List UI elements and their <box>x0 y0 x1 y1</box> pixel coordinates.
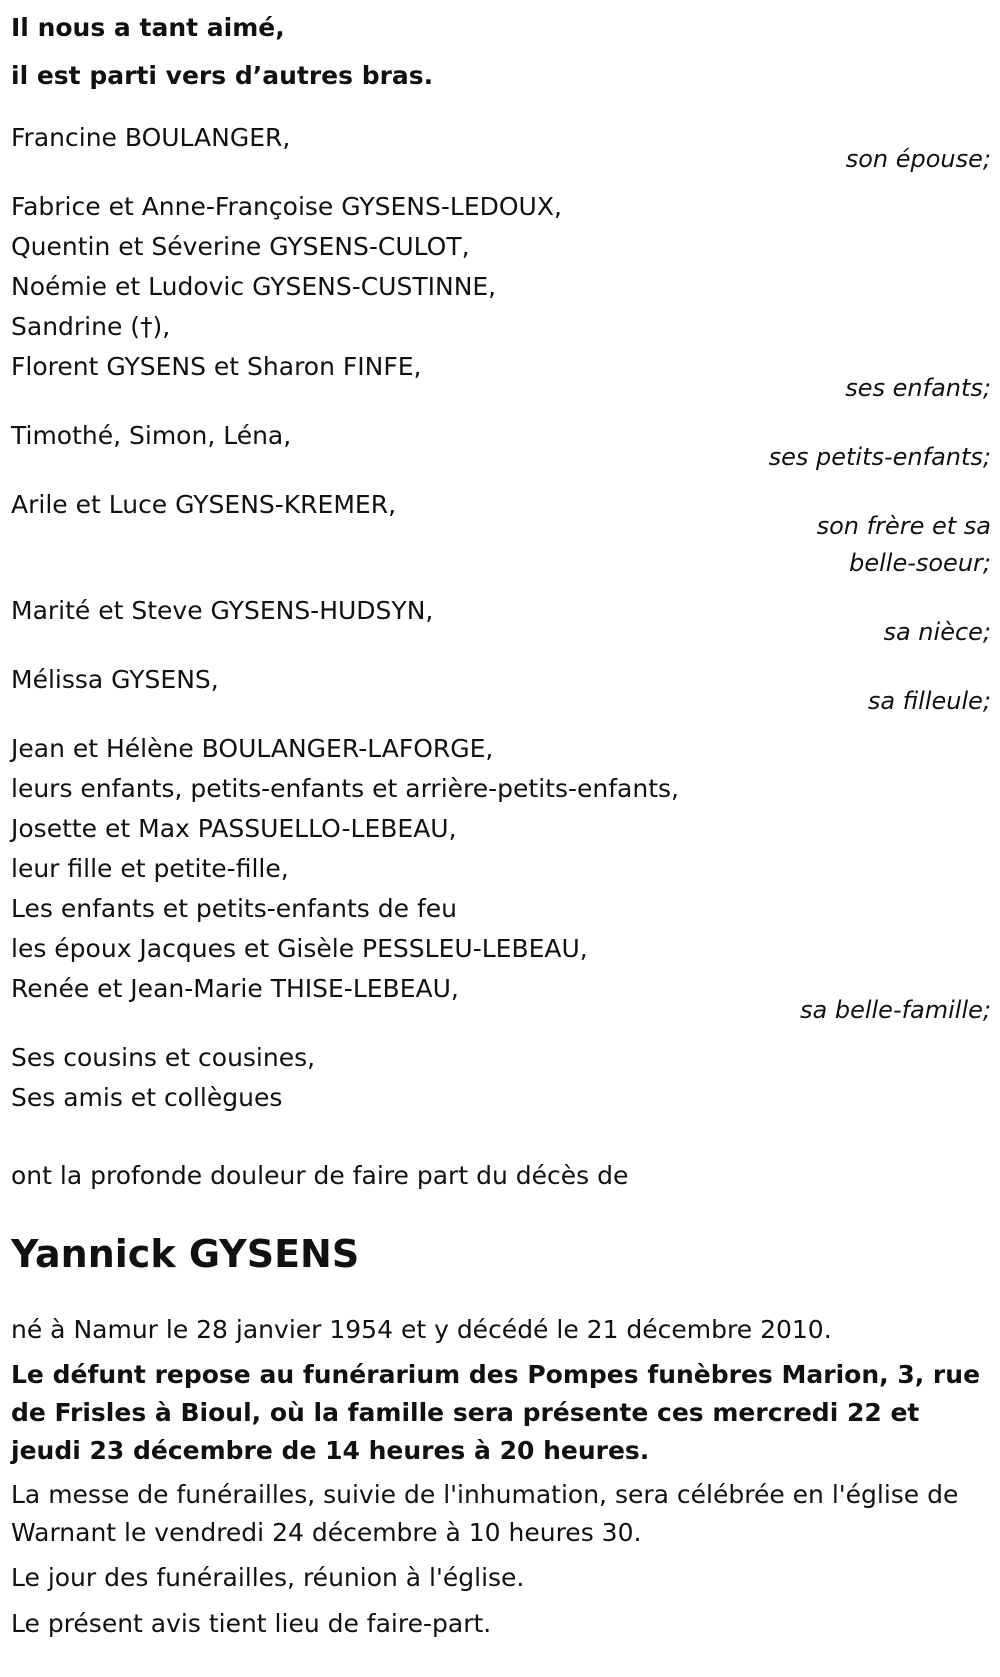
family-name-line: leurs enfants, petits-enfants et arrière-petits-enfants, <box>11 774 679 803</box>
family-name-line: Sandrine (†), <box>11 312 171 341</box>
repose-info: Le défunt repose au funérarium des Pompes funèbres Marion, 3, rue de Frisles à Bioul, où la famille sera présente ces mercredi 22 et jeudi 23 décembre de 14 heures à 20 heures. <box>11 1360 981 1465</box>
relation-line: son épouse; <box>845 145 991 173</box>
family-name-line: Timothé, Simon, Léna, <box>11 421 292 450</box>
family-name-line: Quentin et Séverine GYSENS-CULOT, <box>11 232 470 261</box>
notice-text: Le présent avis tient lieu de faire-part. <box>11 1609 492 1638</box>
family-group <box>11 729 991 1030</box>
family-names <box>11 729 991 1009</box>
family-group <box>11 187 991 408</box>
family-name-line: les époux Jacques et Gisèle PESSLEU-LEBEAU, <box>11 934 588 963</box>
family-name-line: Les enfants et petits-enfants de feu <box>11 894 457 923</box>
family-name-line: Noémie et Ludovic GYSENS-CUSTINNE, <box>11 272 497 301</box>
family-group <box>11 118 991 179</box>
family-name-line: Francine BOULANGER, <box>11 123 291 152</box>
reunion-info: Le jour des funérailles, réunion à l'église. <box>11 1563 525 1592</box>
epigraph-line: il est parti vers d’autres bras. <box>11 61 434 90</box>
obituary-notice <box>11 0 991 1644</box>
family-name-line: Arile et Luce GYSENS-KREMER, <box>11 490 397 519</box>
family-names <box>11 1038 991 1118</box>
family-names <box>11 187 991 387</box>
family-group <box>11 1038 991 1118</box>
birth-death: né à Namur le 28 janvier 1954 et y décédé le 21 décembre 2010. <box>11 1315 832 1344</box>
family-name-line: Fabrice et Anne-Françoise GYSENS-LEDOUX, <box>11 192 562 221</box>
family-name-line: Florent GYSENS et Sharon FINFE, <box>11 352 422 381</box>
family-name-line: Marité et Steve GYSENS-HUDSYN, <box>11 596 434 625</box>
relation-line: ses petits-enfants; <box>768 443 991 471</box>
deceased-name: Yannick GYSENS <box>11 1232 360 1276</box>
family-name-line: Jean et Hélène BOULANGER-LAFORGE, <box>11 734 494 763</box>
family-name-line: leur fille et petite-fille, <box>11 854 289 883</box>
relation-line: ses enfants; <box>845 374 991 402</box>
announcement: ont la profonde douleur de faire part du décès de <box>11 1161 629 1190</box>
family-name-line: Renée et Jean-Marie THISE-LEBEAU, <box>11 974 459 1003</box>
epigraph <box>11 4 991 100</box>
family-name-line: Mélissa GYSENS, <box>11 665 219 694</box>
funeral-mass: La messe de funérailles, suivie de l'inhumation, sera célébrée en l'église de Warnant le vendredi 24 décembre à 10 heures 30. <box>11 1480 959 1547</box>
family-group <box>11 416 991 477</box>
family-name-line: Josette et Max PASSUELLO-LEBEAU, <box>11 814 457 843</box>
family-name-line: Ses amis et collègues <box>11 1083 283 1112</box>
relation-line: son frère et sa <box>816 512 991 540</box>
epigraph-line: Il nous a tant aimé, <box>11 13 285 42</box>
family-name-line: Ses cousins et cousines, <box>11 1043 316 1072</box>
family-list <box>11 118 991 1126</box>
relation-line: sa filleule; <box>867 687 991 715</box>
family-group <box>11 591 991 652</box>
family-group <box>11 660 991 721</box>
relation-line: belle-soeur; <box>849 549 991 577</box>
relation-line: sa belle-famille; <box>800 996 991 1024</box>
relation-line: sa nièce; <box>883 618 991 646</box>
family-group <box>11 485 991 583</box>
